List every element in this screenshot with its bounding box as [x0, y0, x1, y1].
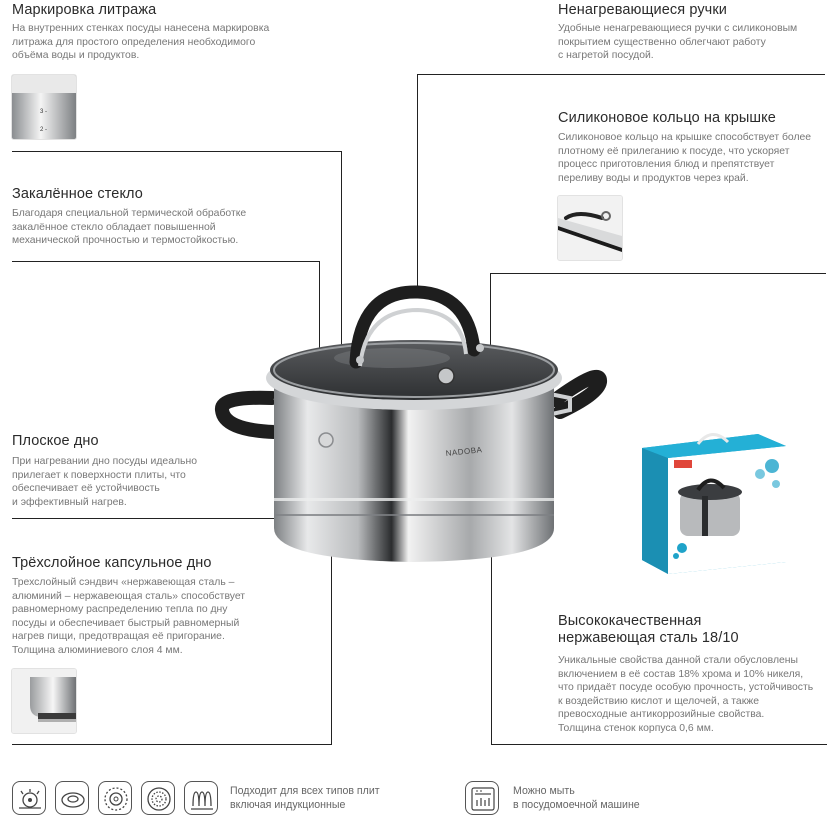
svg-text:2 -: 2 - [40, 127, 48, 133]
ring-text: Силиконовое кольцо на крышке способствует более плотному её прилеганию к посуде, что ускоряет процесс приготовления блюд и препятствует переливу воды и продуктов через край. [558, 132, 812, 184]
capsule-text: Трехслойный сэндвич «нержавеющая сталь – алюминий – нержавеющая сталь» способствует равномерному распределению тепла по дну посуды и обеспечивает быстрый равномерный нагрев пищи, предотвращая её пригорание. Толщина алюминиевого слоя 4 мм. [12, 577, 246, 656]
ring-thumbnail [557, 195, 623, 261]
glass-callout-h [12, 261, 320, 262]
handles-title: Ненагревающиеся ручки [558, 2, 727, 18]
handles-callout-h [417, 74, 825, 75]
capsule-title: Трёхслойное капсульное дно [12, 555, 212, 571]
ring-title: Силиконовое кольцо на крышке [558, 110, 776, 126]
induction-icon [184, 781, 218, 815]
handles-text: Удобные ненагревающиеся ручки с силиконовым покрытием существенно облегчают работу с нагретой посудой. [558, 23, 798, 62]
steel-callout-h [491, 744, 827, 745]
capsule-thumbnail [11, 668, 77, 734]
litrage-thumbnail [11, 74, 77, 140]
svg-text:3 -: 3 - [40, 109, 48, 115]
flat-bottom-text: При нагревании дно посуды идеально прилегает к поверхности плиты, что обеспечивает её устойчивость и эффективный нагрев. [12, 456, 197, 508]
gift-box-illustration [640, 430, 790, 580]
brand-logo: NADOBA [445, 445, 483, 458]
gas-stove-icon [12, 781, 46, 815]
electric-stove-icon [55, 781, 89, 815]
left-side-handle [222, 398, 274, 432]
steel-title: Высококачественная нержавеющая сталь 18/10 [558, 613, 739, 646]
glass-title: Закалённое стекло [12, 186, 143, 202]
litrage-callout-h [12, 151, 342, 152]
steel-text: Уникальные свойства данной стали обусловлены включением в её состав 18% хрома и 10% никеля, что придаёт посуде особую прочность, устойчивость к воздействию кислот и щелочей, а также превосходные антикоррозийные свойства. Толщина стенок корпуса 0,6 мм. [558, 655, 814, 734]
flat-bottom-title: Плоское дно [12, 433, 99, 449]
capsule-callout-h [12, 744, 332, 745]
glass-ceramic-icon [98, 781, 132, 815]
glass-text: Благодаря специальной термической обработке закалённое стекло обладает повышенной механической прочностью и термостойкостью. [12, 208, 247, 247]
dishwasher-text: Можно мыть в посудомоечной машине [513, 785, 640, 811]
halogen-icon [141, 781, 175, 815]
litrage-title: Маркировка литража [12, 2, 157, 18]
handles-callout-v [417, 74, 418, 294]
dishwasher-icon [465, 781, 499, 815]
litrage-text: На внутренних стенках посуды нанесена маркировка литража для простого определения необходимого объёма воды и продуктов. [12, 23, 270, 62]
stoves-compatibility-text: Подходит для всех типов плит включая индукционные [230, 785, 380, 811]
saucepan-illustration [210, 270, 620, 570]
